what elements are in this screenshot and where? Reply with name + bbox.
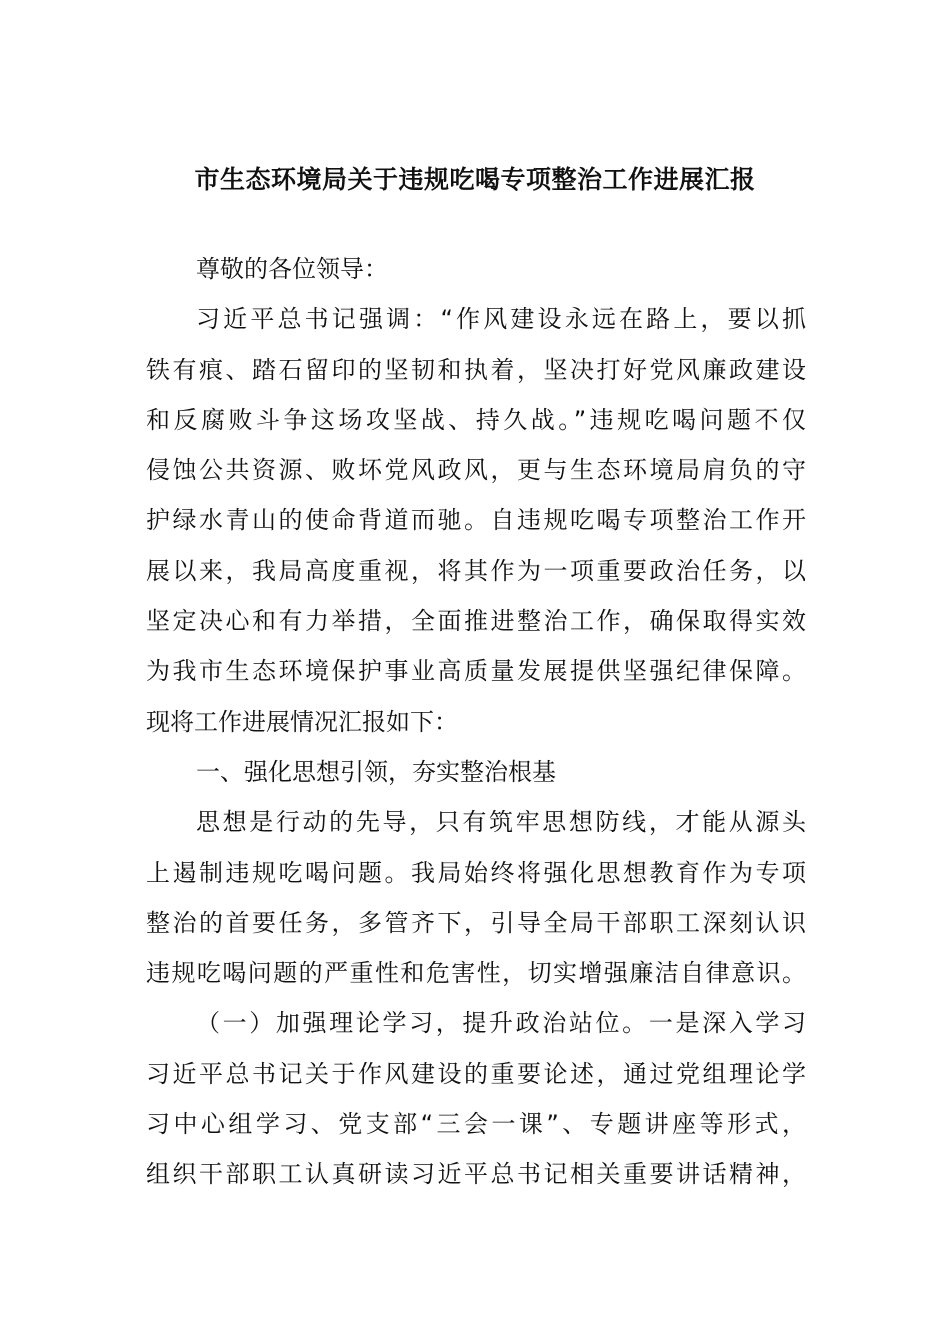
document-title: 市生态环境局关于违规吃喝专项整治工作进展汇报 — [194, 165, 756, 194]
paragraph-line: 上遏制违规吃喝问题。我局始终将强化思想教育作为专项 — [146, 858, 806, 887]
salutation-line: 尊敬的各位领导： — [196, 255, 388, 283]
paragraph-line: 习近平总书记强调：“作风建设永远在路上，要以抓 — [196, 305, 806, 334]
document-body — [146, 244, 806, 1200]
paragraph-line: 护绿水青山的使命背道而驰。自违规吃喝专项整治工作开 — [146, 506, 806, 535]
paragraph-line: 组织干部职工认真研读习近平总书记相关重要讲话精神， — [146, 1160, 806, 1189]
paragraph-line: 侵蚀公共资源、败坏党风政风，更与生态环境局肩负的守 — [146, 456, 806, 485]
subsection-line: （一）加强理论学习，提升政治站位。一是深入学习 — [196, 1009, 806, 1038]
paragraph-line: 铁有痕、踏石留印的坚韧和执着，坚决打好党风廉政建设 — [146, 355, 806, 384]
paragraph-line: 思想是行动的先导，只有筑牢思想防线，才能从源头 — [196, 808, 806, 837]
paragraph-line: 为我市生态环境保护事业高质量发展提供坚强纪律保障。 — [146, 657, 806, 686]
paragraph-line: 展以来，我局高度重视，将其作为一项重要政治任务，以 — [146, 556, 806, 585]
paragraph-line: 整治的首要任务，多管齐下，引导全局干部职工深刻认识 — [146, 908, 806, 937]
paragraph-line: 习中心组学习、党支部“三会一课”、专题讲座等形式， — [146, 1110, 806, 1139]
paragraph-line: 坚定决心和有力举措，全面推进整治工作，确保取得实效 — [146, 607, 806, 636]
paragraph-line: 现将工作进展情况汇报如下： — [146, 707, 458, 736]
paragraph-line: 和反腐败斗争这场攻坚战、持久战。”违规吃喝问题不仅 — [146, 405, 806, 434]
section-heading: 一、强化思想引领，夯实整治根基 — [196, 757, 556, 786]
paragraph-line: 习近平总书记关于作风建设的重要论述，通过党组理论学 — [146, 1059, 806, 1088]
paragraph-line: 违规吃喝问题的严重性和危害性，切实增强廉洁自律意识。 — [146, 959, 806, 988]
